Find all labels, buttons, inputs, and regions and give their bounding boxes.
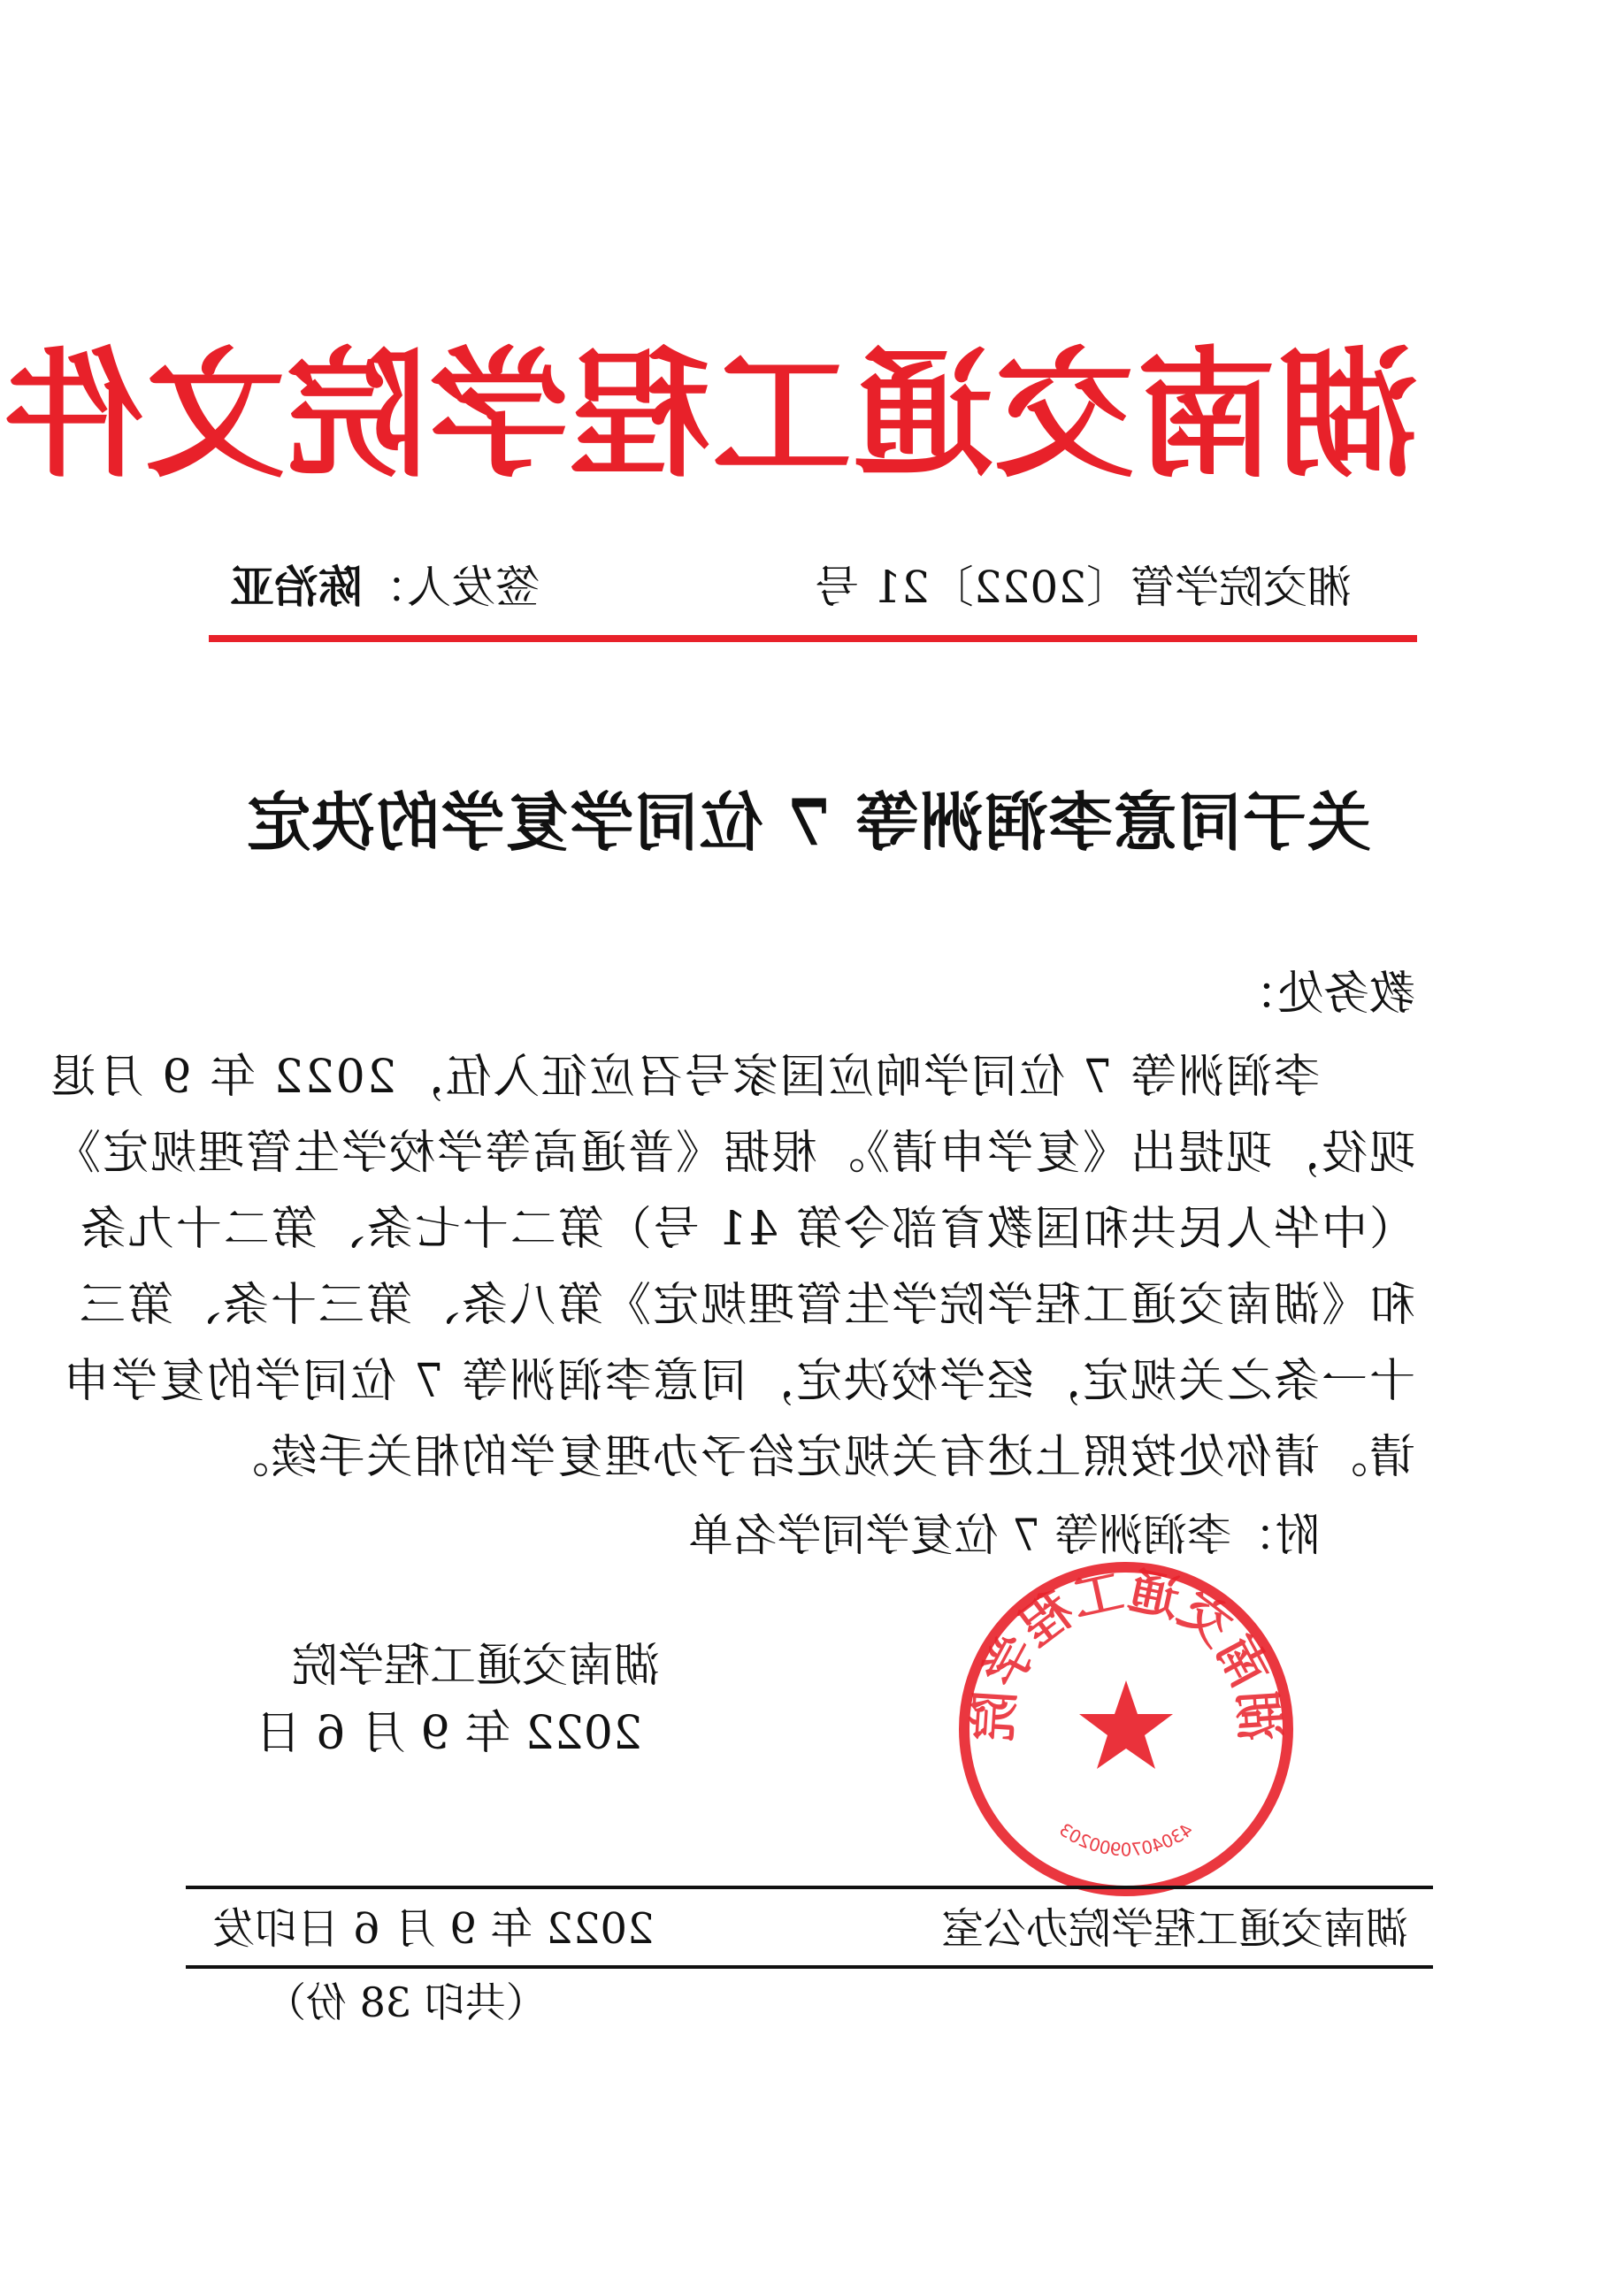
body-line: 李润洲等 7 位同学响应国家号召应征入伍，2022 年 9 月退: [48, 1051, 1320, 1104]
red-divider: [209, 635, 1417, 642]
document-title: 关于同意李润洲等 7 位同学复学的决定: [246, 784, 1371, 860]
body-line: 和《湖南交通工程学院学生管理规定》第八条、第三十条、第三: [77, 1279, 1415, 1332]
footer-rule-top: [186, 1886, 1433, 1889]
seal-number: 4304070900203: [1055, 1818, 1197, 1861]
body-line: 现役，现提出《复学申请》。根据《普通高等学校学生管理规定》: [52, 1127, 1415, 1180]
document-number: 湘交院学管〔2022〕21 号: [815, 562, 1352, 613]
body-line: （中华人民共和国教育部令第 41 号）第二十七条、第二十九条: [78, 1203, 1415, 1256]
signer: [230, 559, 540, 616]
footer-issuing-office: 湖南交通工程学院办公室: [940, 1904, 1408, 1954]
issue-date: 2022 年 9 月 6 日: [255, 1707, 642, 1760]
print-copies: （共印 38 份）: [265, 1978, 547, 2026]
signer-label: 签发人：: [363, 562, 540, 613]
body-line: 十一条之关规定，经学校决定，同意李润洲等 7 位同学的复学申: [61, 1355, 1415, 1408]
issuing-institution: 湖南交通工程学院: [291, 1640, 660, 1693]
body-line: 请。请你处按照上述有关规定给予办理复学的相关手续。: [220, 1431, 1415, 1484]
footer-print-date: 2022 年 9 月 6 日印发: [212, 1904, 655, 1954]
salutation: 教务处：: [1230, 968, 1415, 1021]
seal-star-icon: [1079, 1680, 1173, 1769]
footer-rule-bottom: [186, 1965, 1433, 1969]
masthead-title: 湖南交通工程学院文件: [3, 333, 1418, 497]
official-seal: [954, 1557, 1299, 1902]
attachment-note: 附：李润洲等 7 位复学同学名单: [688, 1510, 1320, 1561]
signer-name: 陈治亚: [230, 561, 363, 613]
seal-ring-text: 湖南交通工程学院: [963, 1561, 1289, 1743]
